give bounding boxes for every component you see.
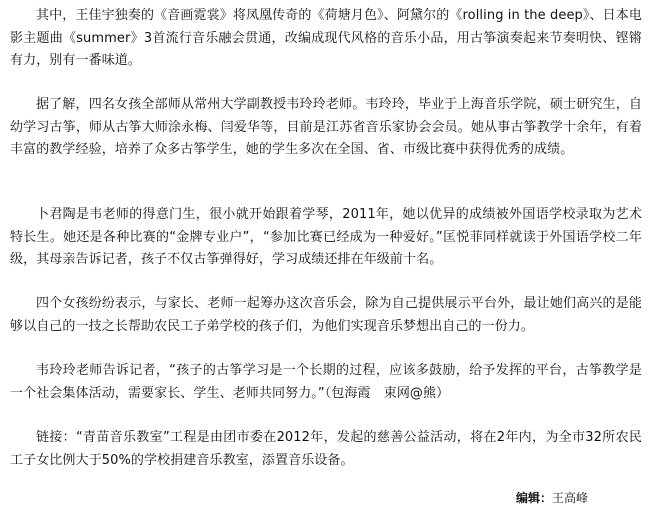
paragraph-performance: 其中，王佳宇独奏的《音画霓裳》将凤凰传奇的《荷塘月色》、阿黛尔的《rolling in the deep》、日本电影主题曲《summer》3首流行音乐融会贯通，改编成现代风格的音乐小品，用古筝演奏起来节奏明快、铿锵有力，别有一番味道。 <box>10 8 642 68</box>
editor-label: 编辑： <box>515 491 552 505</box>
paragraph-girls-statement: 四个女孩纷纷表示，与家长、老师一起筹办这次音乐会，除为自己提供展示平台外，最让她们高兴的是能够以自己的一技之长帮助农民工子弟学校的孩子们，为他们实现音乐梦想出自己的一份力。 <box>10 296 642 334</box>
paragraph-teacher-quote: 韦玲玲老师告诉记者，“孩子的古筝学习是一个长期的过程，应该多鼓励，给予发挥的平台，古筝教学是一个社会集体活动，需要家长、学生、老师共同努力。”（包海霞 束网@熊） <box>10 363 642 401</box>
paragraph-link-info: 链接：“青苗音乐教室”工程是由团市委在2012年，发起的慈善公益活动，将在2年内，为全市32所农民工子女比例大于50%的学校捐建音乐教室，添置音乐设备。 <box>10 430 642 468</box>
editor-name: 王高峰 <box>551 491 588 505</box>
editor-credit <box>516 490 588 506</box>
paragraph-teacher: 据了解，四名女孩全部师从常州大学副教授韦玲玲老师。韦玲玲，毕业于上海音乐学院，硕士研究生，自幼学习古筝，师从古筝大师涂永梅、闫爱华等，目前是江苏省音乐家协会会员。她从事古筝教学十余年，有着丰富的教学经验，培养了众多古筝学生，她的学生多次在全国、省、市级比赛中获得优秀的成绩。 <box>10 97 642 157</box>
paragraph-student: 卜君陶是韦老师的得意门生，很小就开始跟着学琴，2011年，她以优异的成绩被外国语学校录取为艺术特长生。她还是各种比赛的“金牌专业户”，“参加比赛已经成为一种爱好。”匡悦菲同样就读于外国语学校二年级，其母亲告诉记者，孩子不仅古筝弹得好，学习成绩还排在年级前十名。 <box>10 207 642 267</box>
